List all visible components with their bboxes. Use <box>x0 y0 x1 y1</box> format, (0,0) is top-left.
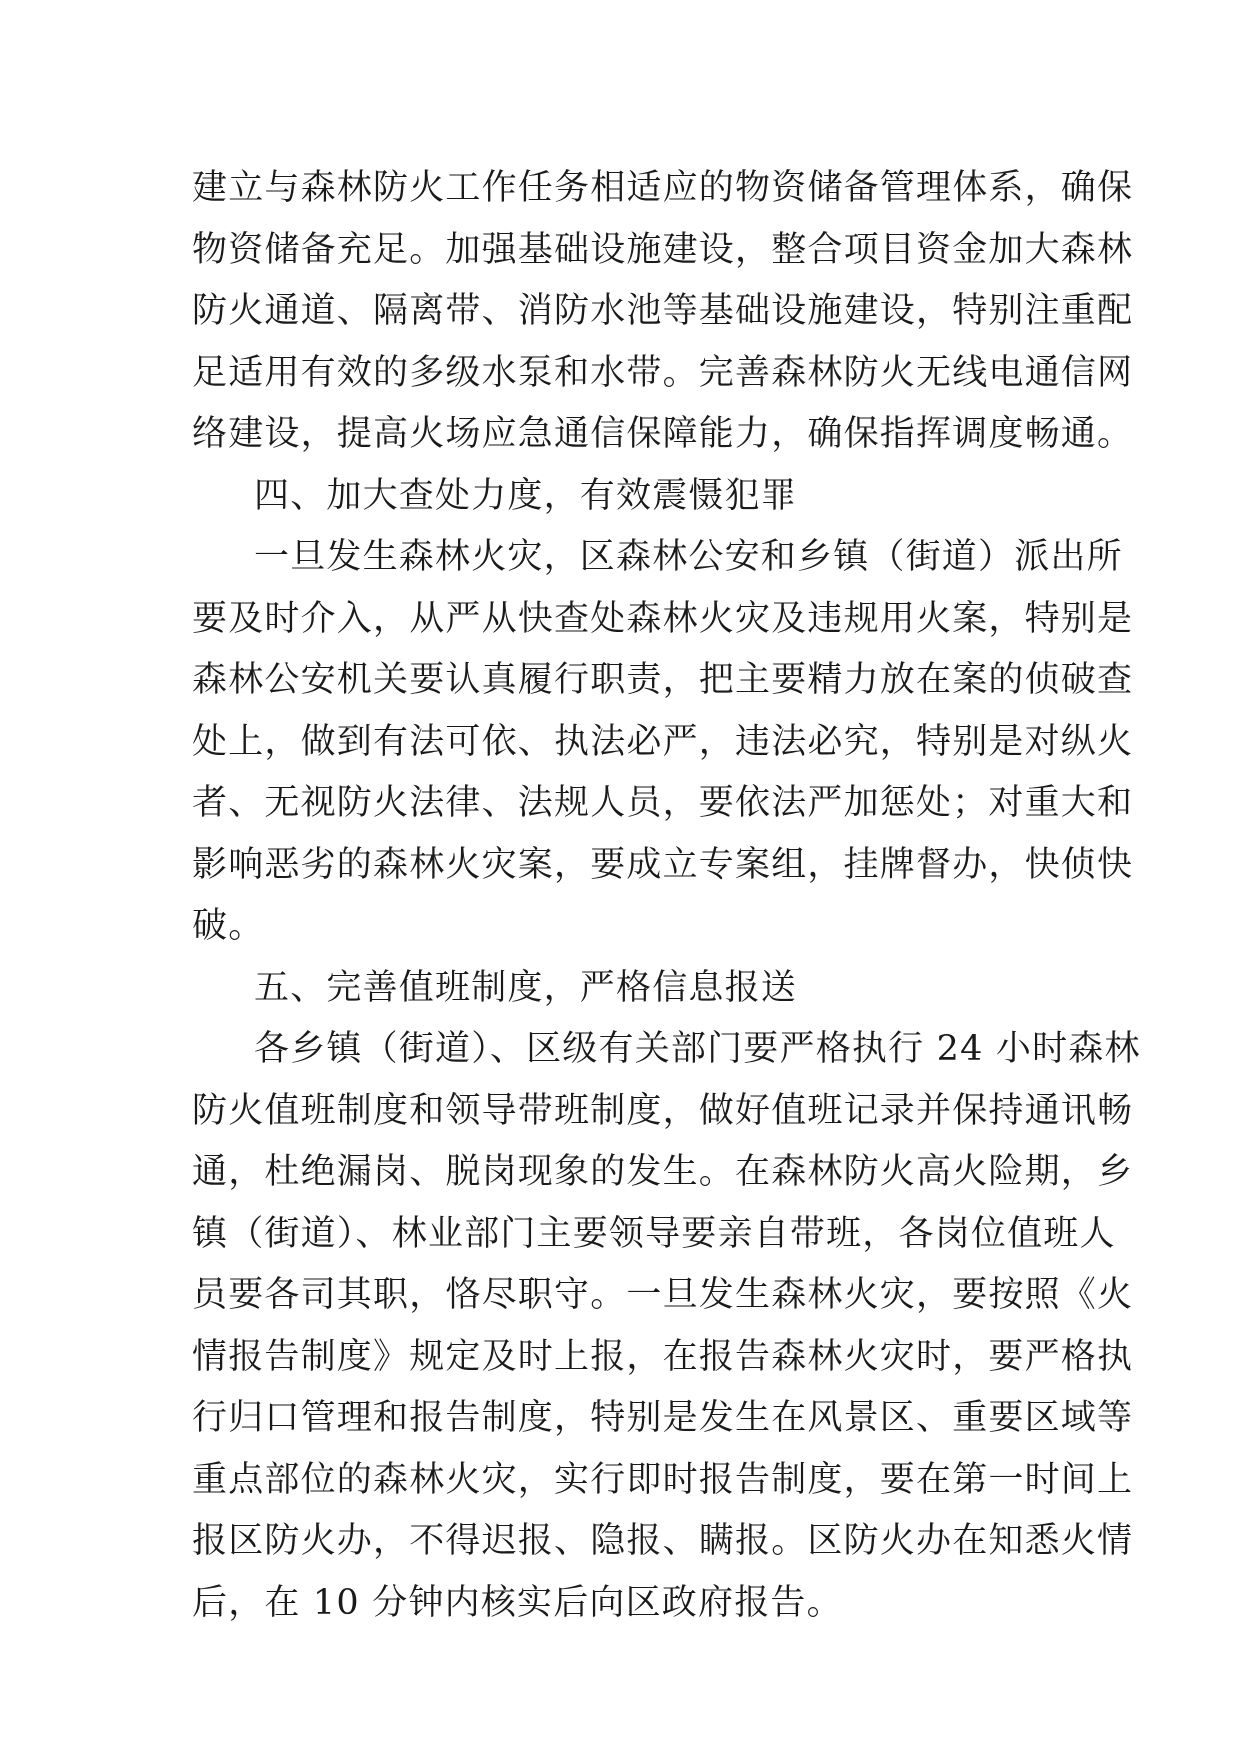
paragraph-line: 者、无视防火法律、法规人员，要依法严加惩处；对重大和 <box>192 783 1134 823</box>
paragraph-line: 防火通道、隔离带、消防水池等基础设施建设，特别注重配 <box>192 291 1134 331</box>
paragraph-line: 建立与森林防火工作任务相适应的物资储备管理体系，确保 <box>192 168 1134 208</box>
paragraph-line: 报区防火办，不得迟报、隐报、瞒报。区防火办在知悉火情 <box>192 1521 1134 1561</box>
paragraph-line: 处上，做到有法可依、执法必严，违法必究，特别是对纵火 <box>192 721 1134 762</box>
document-body <box>192 158 1141 1634</box>
paragraph-line: 足适用有效的多级水泵和水带。完善森林防火无线电通信网 <box>192 352 1134 393</box>
paragraph-line: 络建设，提高火场应急通信保障能力，确保指挥调度畅通。 <box>192 414 1134 454</box>
paragraph-line: 员要各司其职，恪尽职守。一旦发生森林火灾，要按照《火 <box>192 1275 1134 1315</box>
paragraph-line: 物资储备充足。加强基础设施建设，整合项目资金加大森林 <box>192 229 1134 270</box>
paragraph-line: 通，杜绝漏岗、脱岗现象的发生。在森林防火高火险期，乡 <box>192 1152 1134 1192</box>
paragraph-line: 镇（街道）、林业部门主要领导要亲自带班，各岗位值班人 <box>192 1213 1116 1254</box>
paragraph-line: 破。 <box>192 906 265 946</box>
paragraph-line: 行归口管理和报告制度，特别是发生在风景区、重要区域等 <box>192 1398 1134 1438</box>
paragraph-line: 要及时介入，从严从快查处森林火灾及违规用火案，特别是 <box>192 598 1134 639</box>
paragraph-line: 森林公安机关要认真履行职责，把主要精力放在案的侦破查 <box>192 660 1134 700</box>
paragraph-line: 影响恶劣的森林火灾案，要成立专案组，挂牌督办，快侦快 <box>192 844 1134 885</box>
paragraph-line: 各乡镇（街道）、区级有关部门要严格执行 24 小时森林 <box>254 1029 1141 1069</box>
paragraph-line: 防火值班制度和领导带班制度，做好值班记录并保持通讯畅 <box>192 1090 1134 1131</box>
paragraph-line: 后，在 10 分钟内核实后向区政府报告。 <box>192 1582 843 1623</box>
section-heading: 五、完善值班制度，严格信息报送 <box>254 967 798 1008</box>
paragraph-line: 一旦发生森林火灾，区森林公安和乡镇（街道）派出所 <box>254 537 1123 577</box>
paragraph-line: 重点部位的森林火灾，实行即时报告制度，要在第一时间上 <box>192 1459 1134 1500</box>
section-heading: 四、加大查处力度，有效震慑犯罪 <box>254 475 798 516</box>
paragraph-line: 情报告制度》规定及时上报，在报告森林火灾时，要严格执 <box>192 1336 1134 1377</box>
